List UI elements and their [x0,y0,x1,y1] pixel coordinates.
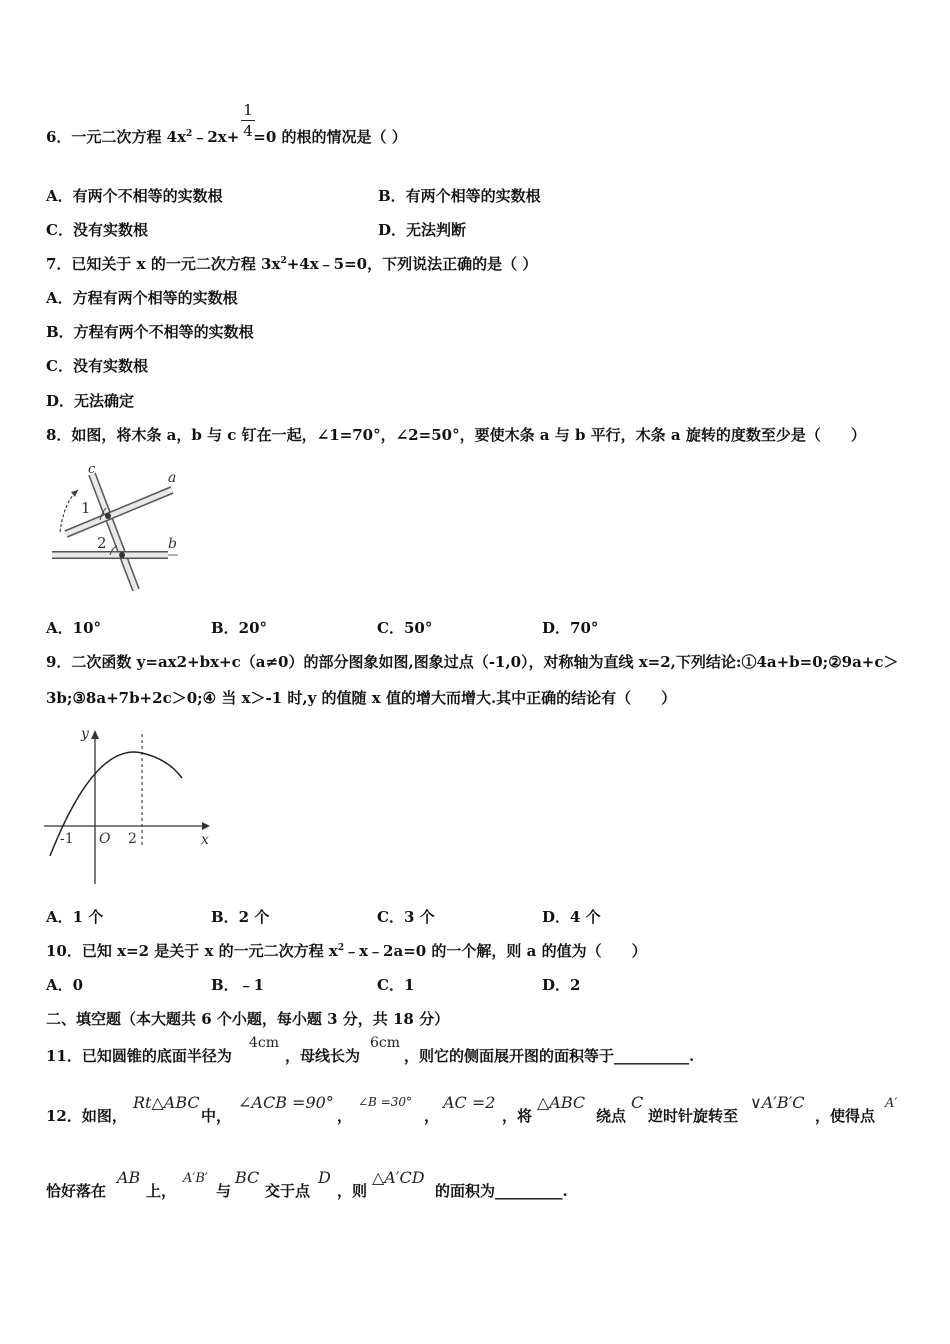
q12-text-14: 的面积为_________. [435,1182,568,1200]
q11-text-1: 11．已知圆锥的底面半径为 [46,1047,232,1065]
q8-option-d[interactable]: D．70° [542,619,599,637]
nail-upper [105,513,111,519]
stick-c [92,474,136,590]
q12-text-11: 与 [216,1182,232,1200]
q6-stem-pre: 6．一元二次方程 4x [46,128,187,146]
q12-text-1: 12．如图， [46,1107,127,1125]
q6-option-c[interactable]: C．没有实数根 [46,221,148,239]
q12-text-12: 交于点 [265,1182,311,1200]
q11-text-2: ，母线长为 [285,1047,361,1065]
q10-stem [46,941,647,961]
q8-option-c[interactable]: C．50° [377,619,433,637]
q7-stem-pre: 7．已知关于 x 的一元二次方程 3x [46,255,281,273]
q7-option-c[interactable]: C．没有实数根 [46,357,148,375]
q10-option-b[interactable]: B．﹣1 [211,976,265,994]
q6-option-a[interactable]: A．有两个不相等的实数根 [46,187,223,205]
q9-option-d[interactable]: D．4 个 [542,908,601,926]
q9-figure [40,722,220,892]
label-c: c [88,462,96,477]
q12-text-4: ， [424,1107,440,1125]
q12-point-c: C [631,1093,644,1112]
q12-segment-a-b-prime: A′B′ [183,1171,208,1186]
label-angle-2: 2 [97,534,107,552]
q12-text-10: 上， [146,1182,177,1200]
q12-point-a-prime: A′ [885,1096,898,1111]
q12-text-5: ，将 [502,1107,533,1125]
q7-option-b[interactable]: B．方程有两个不相等的实数根 [46,323,254,341]
q10-stem-post: ﹣x﹣2a=0 的一个解，则 a 的值为（ ） [344,942,647,960]
q11-text-3: ，则它的侧面展开图的面积等于__________. [404,1047,695,1065]
q7-option-a[interactable]: A．方程有两个相等的实数根 [46,289,238,307]
q7-sup: 2 [280,256,287,266]
q9-option-c[interactable]: C．3 个 [377,908,435,926]
q9-option-a[interactable]: A．1 个 [46,908,104,926]
label-angle-1: 1 [81,499,91,517]
label-x: x [201,832,209,848]
q12-text-3: ， [337,1107,353,1125]
rotation-arrow-head [71,490,78,497]
q12-segment-bc: BC [235,1168,260,1187]
q9-stem-line2: 3b;③8a+7b+2c＞0;④ 当 x＞-1 时,y 的值随 x 值的增大而增大.其中正确的结论有（ ） [46,689,677,707]
q12-point-d: D [318,1168,331,1187]
q8-option-b[interactable]: B．20° [211,619,268,637]
label-two: 2 [128,831,137,847]
q10-option-c[interactable]: C．1 [377,976,415,994]
q6-stem [46,127,407,147]
q10-option-a[interactable]: A．0 [46,976,84,994]
q8-option-a[interactable]: A．10° [46,619,102,637]
q12-text-9: 恰好落在 [46,1182,107,1200]
q9-option-b[interactable]: B．2 个 [211,908,270,926]
q6-stem-mid: ﹣2x+ [192,128,240,146]
nail-lower [119,552,125,558]
label-a: a [168,470,177,486]
q6-frac-num: 1 [243,101,253,119]
section-2-title: 二、填空题（本大题共 6 个小题，每小题 3 分，共 18 分） [46,1010,450,1028]
q10-sup: 2 [337,943,345,953]
q12-text-13: ，则 [337,1182,368,1200]
x-axis-arrow [202,822,210,830]
q12-text-2: 中， [201,1107,232,1125]
q10-stem-pre: 10．已知 x=2 是关于 x 的一元二次方程 x [46,942,338,960]
q12-angle-acb: ∠ACB =90° [238,1093,334,1112]
label-b: b [168,536,177,552]
q12-rotated-triangle: ∨A′B′C [750,1093,805,1112]
q7-stem-post: +4x﹣5=0，下列说法正确的是（ ） [286,255,538,273]
q6-option-d[interactable]: D．无法判断 [378,221,467,239]
q6-option-b[interactable]: B．有两个相等的实数根 [378,187,541,205]
q12-ac-length: AC =2 [443,1093,496,1112]
q12-text-8: ，使得点 [815,1107,876,1125]
label-neg1: -1 [60,831,74,847]
q6-frac-den: 4 [243,122,253,140]
q12-triangle-abc: △ABC [537,1093,586,1112]
q7-stem [46,254,537,274]
q8-figure [44,462,194,597]
q12-text-7: 逆时针旋转至 [648,1107,739,1125]
q12-triangle-a-prime-cd: △A′CD [372,1168,425,1187]
q11-radius: 4cm [249,1035,280,1051]
q12-triangle-rt: Rt△ABC [133,1093,200,1112]
label-origin: O [99,831,111,847]
q12-text-6: 绕点 [596,1107,627,1125]
y-axis-arrow [91,730,99,739]
q10-option-d[interactable]: D．2 [542,976,581,994]
q7-option-d[interactable]: D．无法确定 [46,392,135,410]
q6-stem-post: =0 的根的情况是（ ） [253,128,407,146]
q12-angle-b: ∠B =30° [358,1095,413,1109]
q6-sup: 2 [186,129,193,139]
q9-stem-line1: 9．二次函数 y=ax2+bx+c（a≠0）的部分图象如图,图象过点（-1,0），对称轴为直线 x=2,下列结论:①4a+b=0;②9a+c＞ [46,653,899,671]
q11-slant-height: 6cm [370,1035,401,1051]
q6-frac-bar [241,120,255,121]
q12-segment-ab: AB [117,1168,141,1187]
label-y: y [81,726,89,742]
q8-stem: 8．如图，将木条 a，b 与 c 钉在一起，∠1=70°，∠2=50°，要使木条 a 与 b 平行，木条 a 旋转的度数至少是（ ） [46,426,866,444]
